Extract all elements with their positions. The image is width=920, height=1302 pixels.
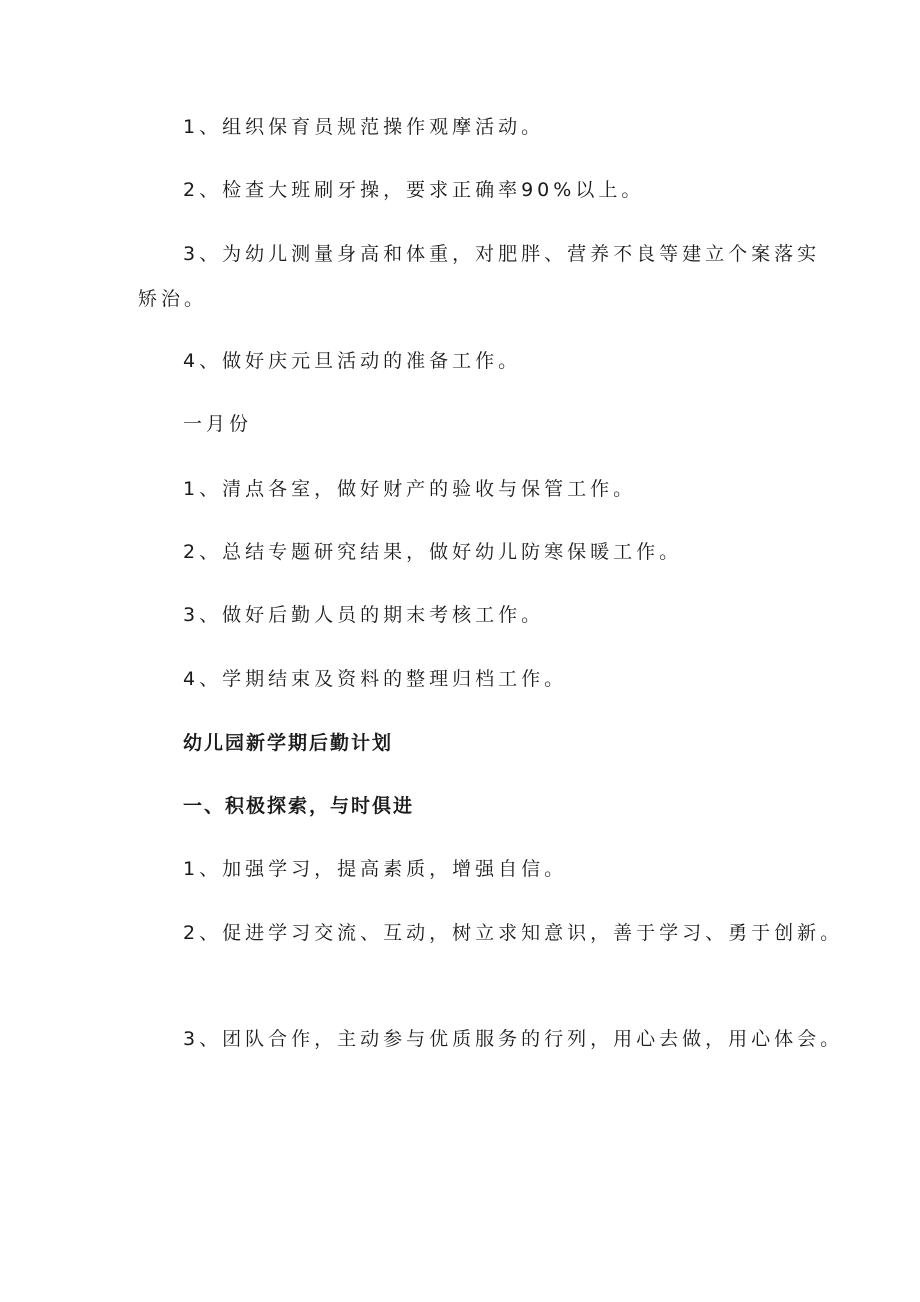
- january-item-1: 1、清点各室，做好财产的验收与保管工作。: [183, 478, 637, 500]
- section-one-item-2: 2、促进学习交流、互动，树立求知意识，善于学习、勇于创新。: [183, 922, 844, 944]
- december-item-1: 1、组织保育员规范操作观摩活动。: [183, 116, 545, 138]
- december-item-3-continuation: 矫治。: [138, 288, 208, 310]
- december-item-4: 4、做好庆元旦活动的准备工作。: [183, 350, 522, 372]
- december-item-3: 3、为幼儿测量身高和体重，对肥胖、营养不良等建立个案落实: [183, 243, 821, 265]
- january-item-3: 3、做好后勤人员的期末考核工作。: [183, 604, 545, 626]
- december-item-2: 2、检查大班刷牙操，要求正确率90%以上。: [183, 179, 645, 201]
- january-item-2: 2、总结专题研究结果，做好幼儿防寒保暖工作。: [183, 541, 683, 563]
- section-one-item-3: 3、团队合作，主动参与优质服务的行列，用心去做，用心体会。: [183, 1028, 844, 1050]
- section-one-item-1: 1、加强学习，提高素质，增强自信。: [183, 858, 568, 880]
- january-heading: 一月份: [183, 413, 253, 435]
- plan-title: 幼儿园新学期后勤计划: [183, 732, 394, 754]
- section-one-heading: 一、积极探索，与时俱进: [183, 795, 415, 817]
- january-item-4: 4、学期结束及资料的整理归档工作。: [183, 668, 568, 690]
